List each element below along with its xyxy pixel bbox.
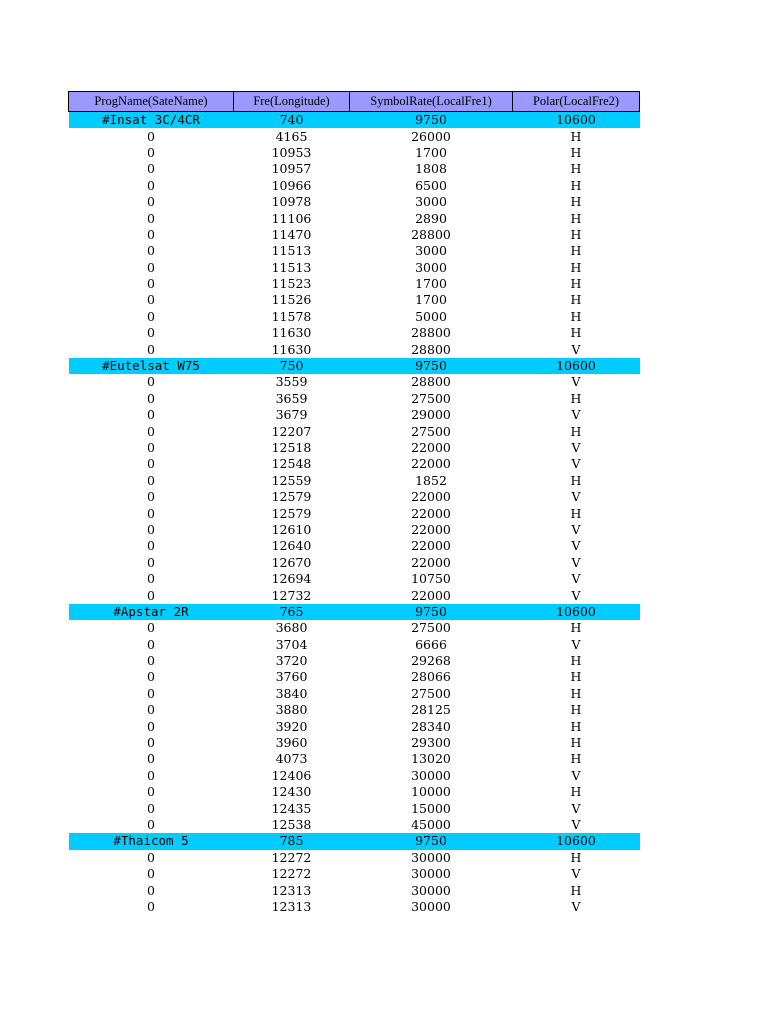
cell-polar: H (570, 276, 582, 292)
cell-symbolrate: 30000 (411, 866, 451, 882)
table-row (69, 276, 640, 292)
cell-progname: 0 (147, 325, 155, 341)
cell-progname: 0 (147, 882, 155, 898)
table-row (69, 309, 640, 325)
cell-symbolrate: 2890 (415, 210, 447, 226)
table-row (69, 702, 640, 718)
cell-frequency: 3659 (275, 390, 308, 406)
cell-progname: 0 (147, 816, 155, 832)
table-row (69, 850, 640, 866)
table-row (69, 178, 640, 194)
cell-symbolrate: 1700 (415, 144, 447, 160)
cell-frequency: 10957 (271, 161, 312, 177)
cell-progname: 0 (147, 407, 155, 423)
cell-progname: 0 (147, 489, 155, 505)
cell-polar: H (570, 243, 582, 259)
cell-symbolrate: 28340 (411, 718, 451, 734)
cell-progname: 0 (147, 472, 155, 488)
table-row (69, 407, 640, 423)
cell-frequency: 11106 (271, 210, 312, 226)
cell-symbolrate: 3000 (415, 259, 447, 275)
cell-symbolrate: 28066 (411, 669, 451, 685)
table-row (69, 768, 640, 784)
cell-frequency: 12207 (271, 423, 312, 439)
cell-symbolrate: 45000 (411, 816, 451, 832)
cell-frequency: 3760 (275, 669, 308, 685)
table-row (69, 161, 640, 177)
table-row (69, 260, 640, 276)
cell-progname: 0 (147, 669, 155, 685)
cell-polar: V (571, 521, 581, 537)
table-row (69, 866, 640, 882)
cell-symbolrate: 27500 (411, 620, 451, 636)
satellite-symbolrate: 9750 (350, 112, 513, 129)
cell-symbolrate: 1700 (415, 276, 447, 292)
cell-frequency: 12518 (271, 440, 312, 455)
table-row (69, 669, 640, 685)
table-row (69, 145, 640, 161)
header-progname: ProgName(SateName) (69, 92, 234, 112)
cell-progname: 0 (147, 735, 155, 751)
header-frequency: Fre(Longitude) (234, 92, 350, 112)
cell-frequency: 11526 (271, 292, 312, 308)
cell-frequency: 10953 (271, 144, 312, 160)
table-row (69, 653, 640, 669)
satellite-row (69, 358, 640, 374)
cell-polar: H (570, 144, 582, 160)
cell-progname: 0 (147, 210, 155, 226)
cell-frequency: 4165 (275, 128, 308, 144)
satellite-polar: 10600 (513, 833, 640, 849)
cell-progname: 0 (147, 308, 155, 324)
table-row (69, 571, 640, 587)
cell-symbolrate: 28800 (411, 341, 451, 357)
cell-polar: H (570, 259, 582, 275)
cell-polar: V (571, 636, 581, 652)
cell-progname: 0 (147, 276, 155, 292)
cell-progname: 0 (147, 521, 155, 537)
table-row (69, 473, 640, 489)
table-row (69, 128, 640, 144)
cell-polar: V (571, 554, 581, 570)
table-row (69, 882, 640, 898)
cell-polar: H (570, 390, 582, 406)
satellite-symbolrate: 9750 (350, 833, 513, 849)
cell-symbolrate: 6666 (415, 636, 447, 652)
cell-symbolrate: 22000 (411, 554, 451, 570)
table-row (69, 637, 640, 653)
cell-frequency: 3960 (275, 735, 308, 751)
cell-symbolrate: 22000 (411, 489, 451, 505)
table-row (69, 292, 640, 308)
cell-frequency: 3704 (275, 636, 308, 652)
cell-symbolrate: 10750 (411, 571, 451, 587)
cell-frequency: 11630 (271, 325, 312, 341)
satellite-frequency: 740 (234, 112, 350, 129)
cell-progname: 0 (147, 194, 155, 210)
cell-frequency: 11513 (271, 259, 312, 275)
cell-frequency: 12559 (271, 472, 312, 488)
cell-polar: V (571, 489, 581, 505)
cell-symbolrate: 22000 (411, 538, 451, 554)
cell-progname: 0 (147, 636, 155, 652)
cell-frequency: 10966 (271, 177, 312, 193)
cell-progname: 0 (147, 784, 155, 800)
cell-frequency: 11470 (271, 226, 312, 242)
cell-progname: 0 (147, 144, 155, 160)
cell-polar: H (570, 128, 582, 144)
table-row (69, 423, 640, 439)
satellite-polar: 10600 (513, 358, 640, 374)
satellite-polar: 10600 (513, 112, 640, 129)
cell-polar: H (570, 505, 582, 521)
cell-frequency: 3840 (275, 685, 308, 701)
cell-progname: 0 (147, 505, 155, 521)
cell-progname: 0 (147, 341, 155, 357)
table-row (69, 456, 640, 472)
cell-symbolrate: 10000 (411, 784, 451, 800)
table-row (69, 325, 640, 341)
cell-polar: V (571, 587, 581, 603)
cell-symbolrate: 30000 (411, 882, 451, 898)
cell-polar: H (570, 226, 582, 242)
cell-symbolrate: 29300 (411, 735, 451, 751)
cell-symbolrate: 28800 (411, 325, 451, 341)
satellite-row (69, 112, 640, 129)
cell-polar: H (570, 210, 582, 226)
table-row (69, 620, 640, 636)
satellite-name: #Thaicom 5 (69, 833, 234, 849)
cell-polar: H (570, 620, 582, 636)
cell-polar: H (570, 653, 582, 669)
cell-symbolrate: 1852 (415, 472, 447, 488)
cell-polar: V (571, 456, 581, 472)
cell-polar: H (570, 325, 582, 341)
cell-polar: H (570, 751, 582, 767)
table-row (69, 489, 640, 505)
table-row (69, 210, 640, 226)
cell-progname: 0 (147, 866, 155, 882)
cell-frequency: 11523 (271, 276, 312, 292)
cell-polar: V (571, 374, 581, 390)
table-row (69, 800, 640, 816)
cell-progname: 0 (147, 259, 155, 275)
cell-polar: H (570, 292, 582, 308)
satellite-name: #Insat 3C/4CR (69, 112, 234, 129)
cell-frequency: 3680 (275, 620, 308, 636)
cell-progname: 0 (147, 554, 155, 570)
cell-polar: H (570, 472, 582, 488)
cell-frequency: 12548 (271, 456, 312, 472)
cell-progname: 0 (147, 849, 155, 865)
cell-progname: 0 (147, 898, 155, 914)
cell-progname: 0 (147, 800, 155, 816)
cell-polar: H (570, 308, 582, 324)
cell-progname: 0 (147, 390, 155, 406)
cell-progname: 0 (147, 243, 155, 259)
table-row (69, 391, 640, 407)
cell-polar: H (570, 177, 582, 193)
cell-symbolrate: 5000 (415, 308, 447, 324)
cell-symbolrate: 22000 (411, 440, 451, 455)
cell-symbolrate: 3000 (415, 194, 447, 210)
table-body (69, 112, 640, 916)
cell-symbolrate: 30000 (411, 898, 451, 914)
cell-symbolrate: 29268 (411, 653, 451, 669)
cell-progname: 0 (147, 767, 155, 783)
cell-frequency: 12670 (271, 554, 312, 570)
cell-frequency: 12406 (271, 767, 312, 783)
cell-symbolrate: 28800 (411, 226, 451, 242)
cell-symbolrate: 28800 (411, 374, 451, 390)
cell-frequency: 12610 (271, 521, 312, 537)
cell-progname: 0 (147, 374, 155, 390)
cell-frequency: 12694 (271, 571, 312, 587)
cell-progname: 0 (147, 702, 155, 718)
cell-polar: V (571, 538, 581, 554)
table-row (69, 735, 640, 751)
cell-progname: 0 (147, 456, 155, 472)
channel-table (68, 91, 640, 915)
cell-progname: 0 (147, 751, 155, 767)
table-row (69, 440, 640, 456)
cell-symbolrate: 1700 (415, 292, 447, 308)
cell-polar: V (571, 440, 581, 455)
cell-frequency: 12640 (271, 538, 312, 554)
cell-frequency: 3679 (275, 407, 308, 423)
cell-frequency: 12313 (271, 882, 312, 898)
table-row (69, 505, 640, 521)
cell-frequency: 12579 (271, 489, 312, 505)
table-row (69, 817, 640, 833)
header-symbolrate: SymbolRate(LocalFre1) (350, 92, 513, 112)
cell-progname: 0 (147, 685, 155, 701)
cell-symbolrate: 3000 (415, 243, 447, 259)
satellite-row (69, 604, 640, 620)
satellite-symbolrate: 9750 (350, 604, 513, 620)
cell-frequency: 11578 (271, 308, 312, 324)
cell-frequency: 12430 (271, 784, 312, 800)
cell-progname: 0 (147, 538, 155, 554)
table-row (69, 718, 640, 734)
cell-polar: V (571, 407, 581, 423)
cell-frequency: 3920 (275, 718, 308, 734)
table-row (69, 374, 640, 390)
cell-polar: H (570, 735, 582, 751)
table-row (69, 587, 640, 603)
satellite-frequency: 785 (234, 833, 350, 849)
cell-polar: H (570, 423, 582, 439)
cell-polar: V (571, 866, 581, 882)
cell-frequency: 11630 (271, 341, 312, 357)
cell-polar: H (570, 194, 582, 210)
cell-frequency: 10978 (271, 194, 312, 210)
table-row (69, 243, 640, 259)
cell-frequency: 12579 (271, 505, 312, 521)
cell-symbolrate: 26000 (411, 128, 451, 144)
cell-frequency: 12272 (271, 849, 312, 865)
table-row (69, 784, 640, 800)
satellite-name: #Eutelsat W75 (69, 358, 234, 374)
table-row (69, 686, 640, 702)
cell-symbolrate: 22000 (411, 456, 451, 472)
cell-polar: H (570, 161, 582, 177)
cell-symbolrate: 22000 (411, 505, 451, 521)
cell-progname: 0 (147, 440, 155, 455)
satellite-frequency: 765 (234, 604, 350, 620)
cell-polar: V (571, 571, 581, 587)
satellite-name: #Apstar 2R (69, 604, 234, 620)
cell-polar: V (571, 898, 581, 914)
cell-progname: 0 (147, 292, 155, 308)
cell-progname: 0 (147, 571, 155, 587)
cell-polar: H (570, 784, 582, 800)
cell-symbolrate: 27500 (411, 390, 451, 406)
cell-frequency: 12538 (271, 816, 312, 832)
cell-frequency: 12313 (271, 898, 312, 914)
cell-frequency: 12435 (271, 800, 312, 816)
cell-frequency: 3559 (275, 374, 308, 390)
satellite-polar: 10600 (513, 604, 640, 620)
cell-polar: H (570, 702, 582, 718)
cell-progname: 0 (147, 128, 155, 144)
cell-symbolrate: 27500 (411, 685, 451, 701)
cell-frequency: 12272 (271, 866, 312, 882)
table-row (69, 555, 640, 571)
cell-progname: 0 (147, 718, 155, 734)
satellite-symbolrate: 9750 (350, 358, 513, 374)
table-row (69, 751, 640, 767)
cell-polar: V (571, 767, 581, 783)
table-row (69, 522, 640, 538)
cell-symbolrate: 29000 (411, 407, 451, 423)
cell-progname: 0 (147, 177, 155, 193)
cell-symbolrate: 15000 (411, 800, 451, 816)
cell-polar: V (571, 341, 581, 357)
cell-symbolrate: 13020 (411, 751, 451, 767)
cell-polar: H (570, 849, 582, 865)
cell-polar: H (570, 718, 582, 734)
cell-progname: 0 (147, 423, 155, 439)
cell-polar: V (571, 800, 581, 816)
cell-frequency: 11513 (271, 243, 312, 259)
cell-frequency: 3720 (275, 653, 308, 669)
cell-symbolrate: 22000 (411, 587, 451, 603)
cell-polar: V (571, 816, 581, 832)
cell-symbolrate: 28125 (411, 702, 451, 718)
cell-frequency: 4073 (275, 751, 308, 767)
table-row (69, 899, 640, 915)
cell-symbolrate: 6500 (415, 177, 447, 193)
cell-symbolrate: 22000 (411, 521, 451, 537)
cell-symbolrate: 30000 (411, 767, 451, 783)
table-row (69, 538, 640, 554)
table-row (69, 341, 640, 357)
header-polar: Polar(LocalFre2) (513, 92, 640, 112)
satellite-row (69, 833, 640, 849)
cell-progname: 0 (147, 226, 155, 242)
table-row (69, 227, 640, 243)
cell-polar: H (570, 669, 582, 685)
cell-symbolrate: 1808 (415, 161, 447, 177)
cell-frequency: 12732 (271, 587, 312, 603)
cell-polar: H (570, 685, 582, 701)
cell-symbolrate: 30000 (411, 849, 451, 865)
header-row (69, 92, 640, 112)
cell-frequency: 3880 (275, 702, 308, 718)
cell-polar: H (570, 882, 582, 898)
cell-symbolrate: 27500 (411, 423, 451, 439)
satellite-frequency: 750 (234, 358, 350, 374)
cell-progname: 0 (147, 161, 155, 177)
cell-progname: 0 (147, 653, 155, 669)
cell-progname: 0 (147, 587, 155, 603)
cell-progname: 0 (147, 620, 155, 636)
table-row (69, 194, 640, 210)
